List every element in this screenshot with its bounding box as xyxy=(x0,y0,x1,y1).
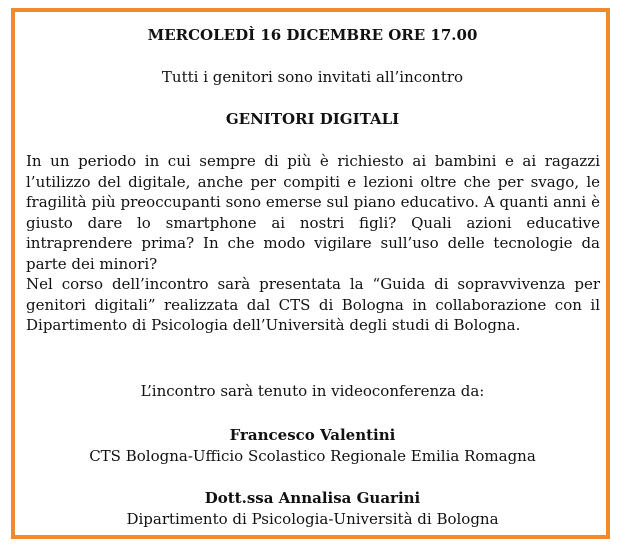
description-paragraph-2: Nel corso dell’incontro sarà presentata la “Guida di sopravvivenza per genitori digitali” realizzata dal CTS di Bologna in collaborazione con il Dipartimento di Psicologia dell’Università degli studi di Bologna. xyxy=(26,275,600,334)
invite-line: Tutti i genitori sono invitati all’incontro xyxy=(161,68,464,86)
speaker-2-name: Dott.ssa Annalisa Guarini xyxy=(204,489,421,507)
description-paragraph-1: In un periodo in cui sempre di più è richiesto ai bambini e ai ragazzi l’utilizzo del digitale, anche per compiti e lezioni oltre che per svago, le fragilità più preoccupanti sono emerse sul piano educativo. A quanti anni è giusto dare lo smartphone ai nostri figli? Quali azioni educative intraprendere prima? In che modo vigilare sull’uso delle tecnologie da parte dei minori? xyxy=(26,152,600,273)
description xyxy=(26,151,600,336)
speaker-2-affiliation: Dipartimento di Psicologia-Università di Bologna xyxy=(126,510,499,528)
speaker-1-name: Francesco Valentini xyxy=(229,426,396,444)
videoconference-intro: L’incontro sarà tenuto in videoconferenza da: xyxy=(140,382,485,400)
event-date: MERCOLEDÌ 16 DICEMBRE ORE 17.00 xyxy=(147,26,478,44)
event-title: GENITORI DIGITALI xyxy=(225,110,400,128)
speaker-1-affiliation: CTS Bologna-Ufficio Scolastico Regionale Emilia Romagna xyxy=(89,447,536,465)
